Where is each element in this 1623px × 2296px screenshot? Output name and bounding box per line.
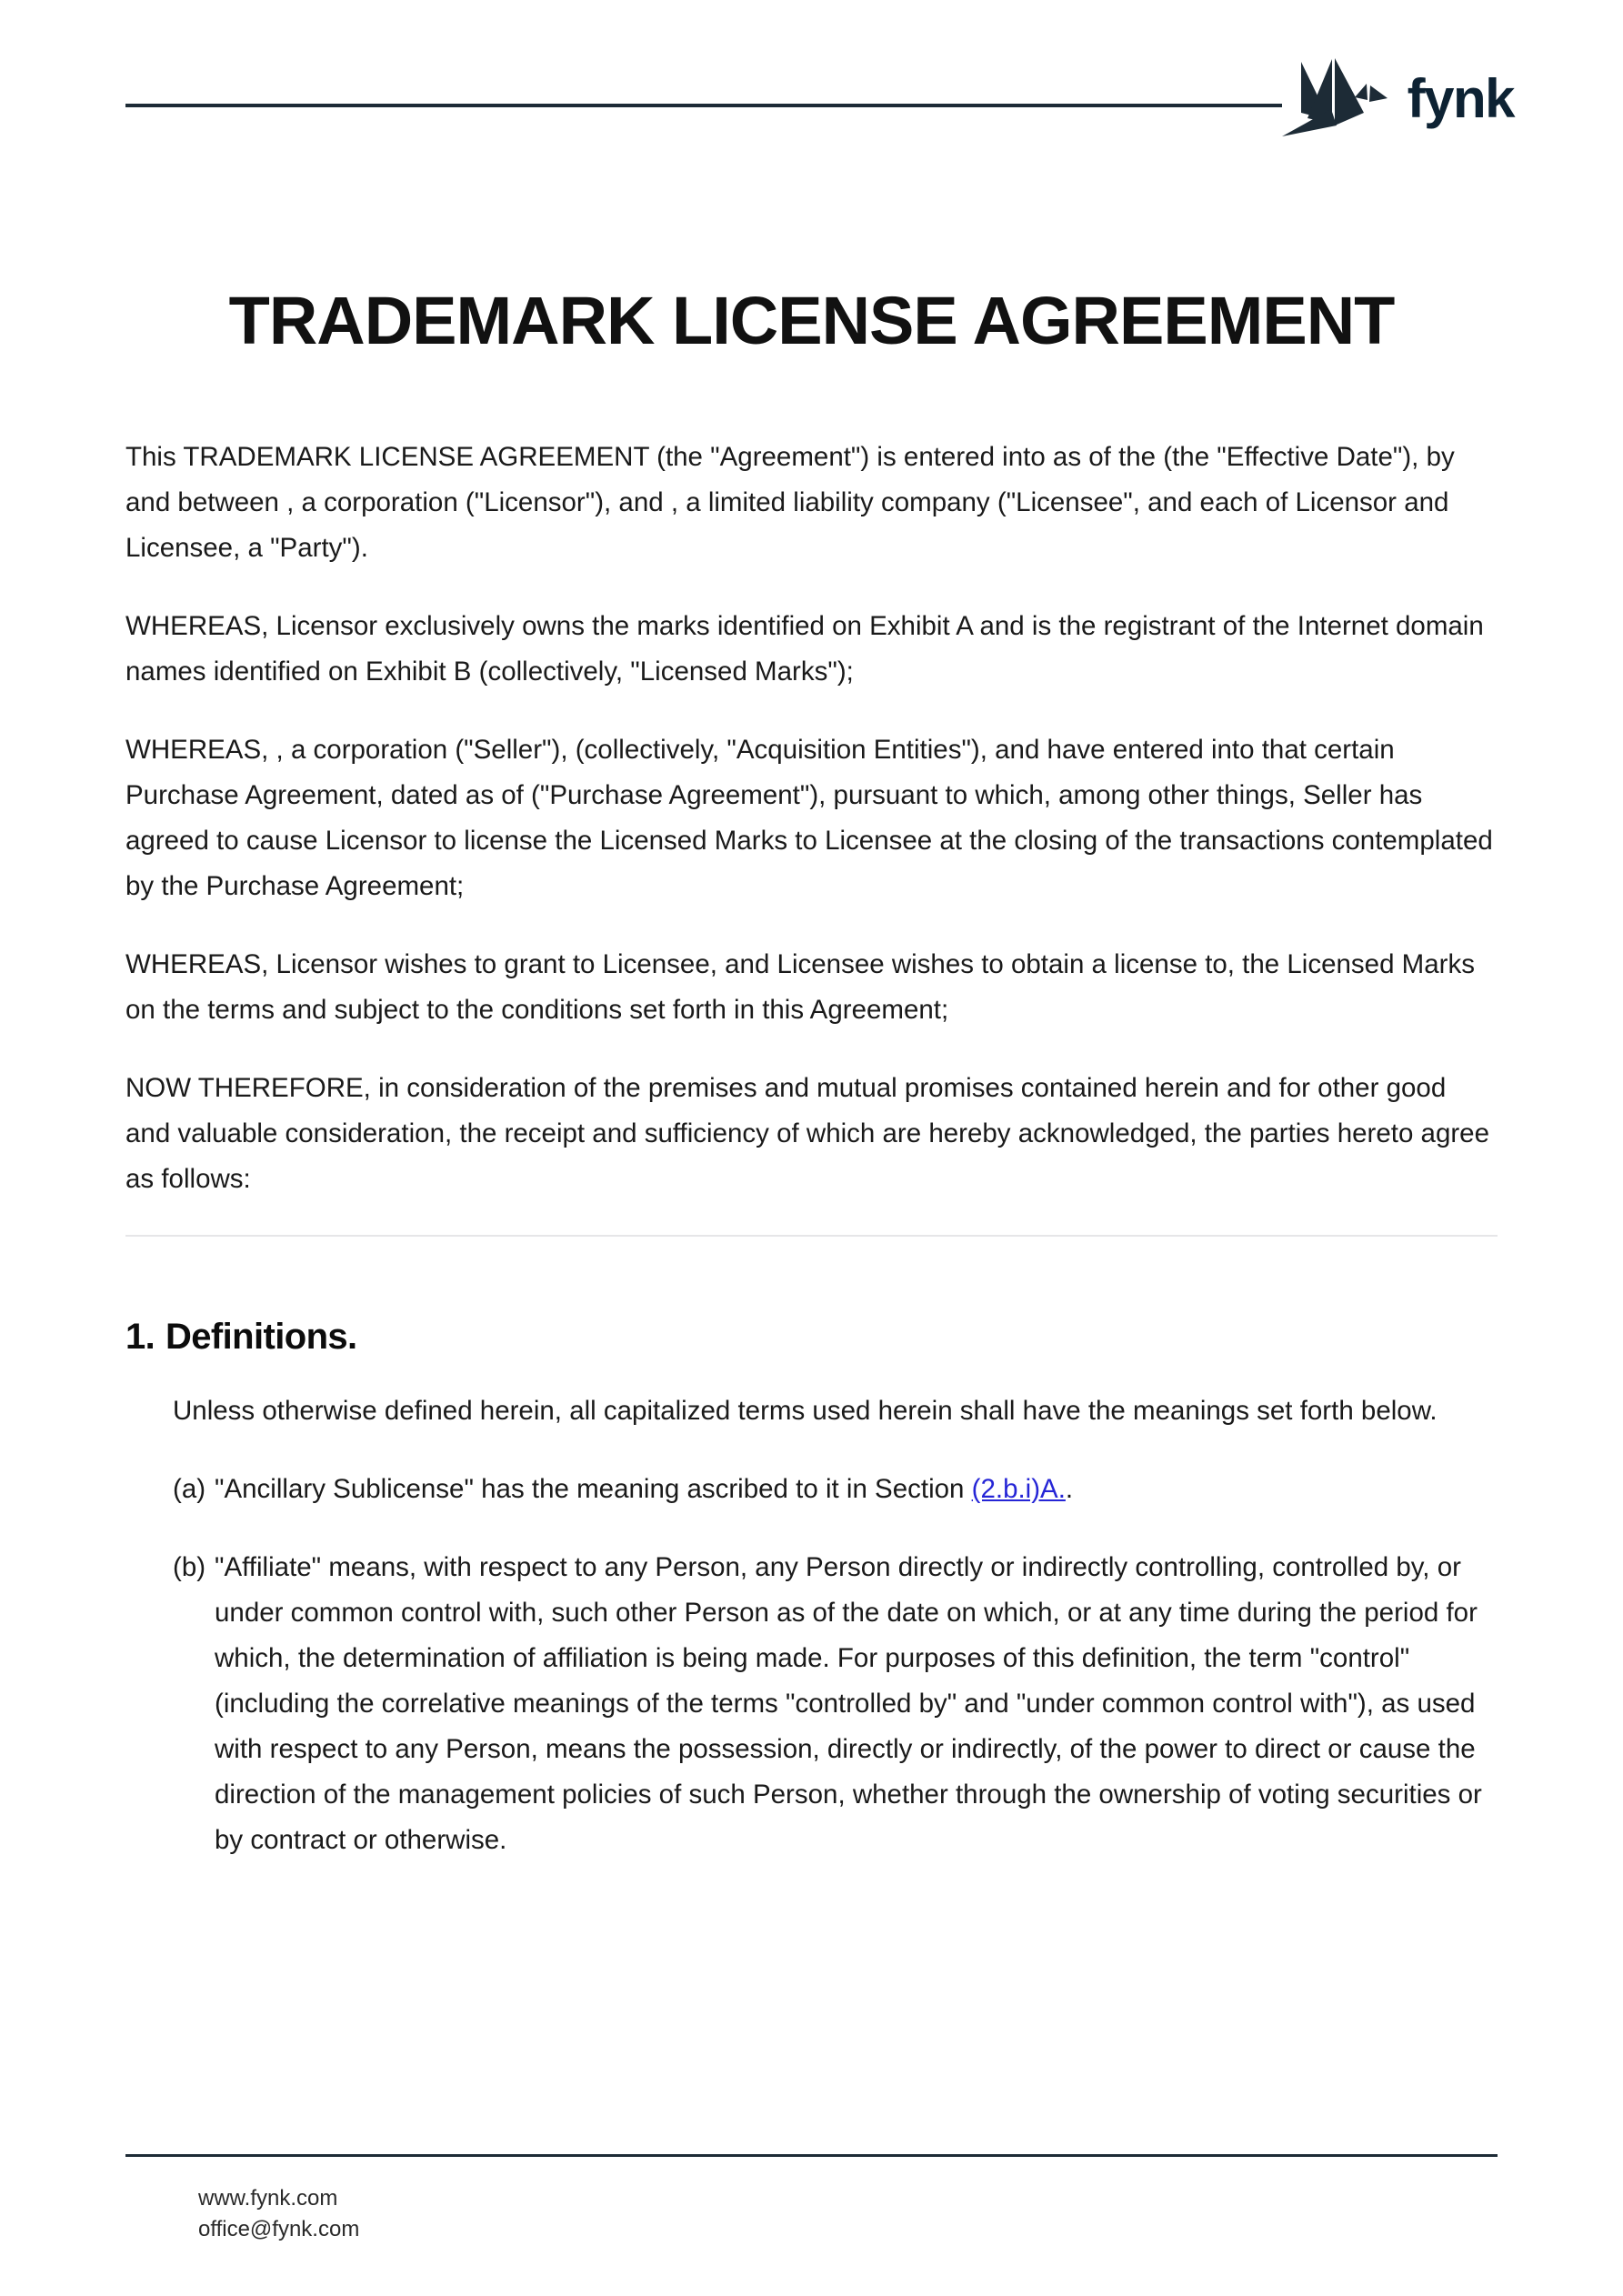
section-content-definitions: [125, 1389, 1498, 1863]
origami-bird-icon: [1280, 55, 1389, 143]
section-divider: [125, 1235, 1498, 1237]
list-item: [173, 1545, 1498, 1863]
footer-contact: [198, 2183, 359, 2245]
list-item-body: [215, 1467, 1498, 1512]
section-intro-paragraph: Unless otherwise defined herein, all capitalized terms used herein shall have the meanings set forth below.: [173, 1396, 1438, 1426]
footer-rule: [125, 2154, 1498, 2157]
preamble-paragraph-3: WHEREAS, , a corporation ("Seller"), (collectively, "Acquisition Entities"), and have entered into that certain Purchase Agreement, dated as of ("Purchase Agreement"), pursuant to which, among other things, Seller has agreed to cause Licensor to license the Licensed Marks to Licensee at the closing of the transactions contemplated by the Purchase Agreement;: [125, 735, 1493, 901]
section-cross-reference-link[interactable]: (2.b.i)A.: [971, 1474, 1066, 1504]
page-title: TRADEMARK LICENSE AGREEMENT: [228, 282, 1395, 358]
list-item-text: "Ancillary Sublicense" has the meaning ascribed to it in Section: [215, 1474, 972, 1504]
list-item-marker: (a): [173, 1474, 206, 1504]
header-rule: [125, 104, 1282, 107]
preamble-paragraph-5: NOW THEREFORE, in consideration of the premises and mutual promises contained herein and for other good and valuable consideration, the receipt and sufficiency of which are hereby acknowledged, the parties hereto agree as follows:: [125, 1073, 1489, 1194]
section-heading-definitions: [125, 1317, 1498, 1358]
list-item: [173, 1467, 1498, 1512]
section-number: 1.: [125, 1317, 155, 1357]
page-header: [0, 0, 1623, 182]
fynk-logo: [1280, 55, 1514, 143]
list-item-text-tail: .: [1065, 1474, 1074, 1504]
footer-email[interactable]: office@fynk.com: [198, 2217, 360, 2241]
document-body: [125, 435, 1498, 1896]
preamble-paragraph-2: WHEREAS, Licensor exclusively owns the marks identified on Exhibit A and is the registrant of the Internet domain names identified on Exhibit B (collectively, "Licensed Marks");: [125, 611, 1484, 687]
fynk-wordmark: fynk: [1407, 67, 1514, 129]
preamble-paragraph-4: WHEREAS, Licensor wishes to grant to Licensee, and Licensee wishes to obtain a license to, the Licensed Marks on the terms and subject to the conditions set forth in this Agreement;: [125, 949, 1475, 1025]
list-item-marker: (b): [173, 1552, 206, 1582]
footer-website[interactable]: www.fynk.com: [198, 2186, 338, 2211]
list-item-body: "Affiliate" means, with respect to any Person, any Person directly or indirectly controlling, controlled by, or under common control with, such other Person as of the date on which, or at any time during the period for which, the determination of affiliation is being made. For purposes of this definition, the term "control" (including the correlative meanings of the terms "controlled by" and "under common control with"), as used with respect to any Person, means the possession, directly or indirectly, of the power to direct or cause the direction of the management policies of such Person, whether through the ownership of voting securities or by contract or otherwise.: [215, 1552, 1482, 1855]
page-footer: [125, 2114, 1498, 2296]
section-title: Definitions.: [165, 1317, 357, 1357]
preamble-paragraph-1: This TRADEMARK LICENSE AGREEMENT (the "Agreement") is entered into as of the (the "Effective Date"), by and between , a corporation ("Licensor"), and , a limited liability company ("Licensee", and each of Licensor and Licensee, a "Party").: [125, 442, 1455, 563]
